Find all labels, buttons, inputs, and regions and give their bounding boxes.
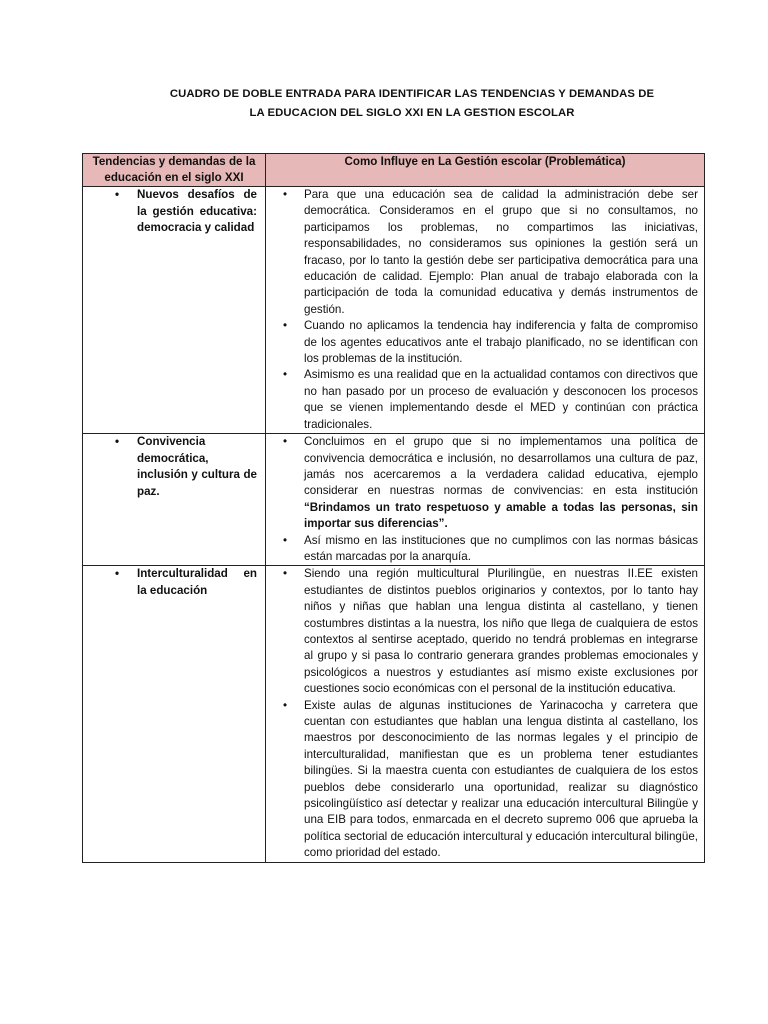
- list-item: [266, 698, 698, 862]
- bullet-icon: •: [283, 319, 288, 333]
- item-text: Concluimos en el grupo que si no implementamos una política de convivencia democrática e inclusión, no desarrollamos una cultura de paz, jamás nos acercaremos a la verdadera calidad educativa, ejemplo considerar en nuestras normas de convivencias: en esta institución: [304, 435, 698, 498]
- list-item: [266, 187, 698, 318]
- influence-cell: [266, 434, 705, 566]
- item-text: Para que una educación sea de calidad la administración debe ser democrática. Consideramos en el grupo que si no consultamos, no participamos los problemas, no compartimos las iniciativas, responsabilidades, no consideramos sus opiniones la gestión será un fracaso, por lo tanto la gestión debe ser participativa democrática para una educación de calidad. Ejemplo: Plan anual de trabajo elaborada con la participación de toda la comunidad educativa y demás instrumentos de gestión.: [304, 188, 698, 316]
- bullet-icon: •: [283, 567, 288, 581]
- list-item: [266, 318, 698, 367]
- header-influence: Como Influye en La Gestión escolar (Problemática): [266, 154, 705, 187]
- bullet-icon: •: [283, 368, 288, 382]
- bullet-icon: •: [283, 698, 288, 712]
- item-text: Cuando no aplicamos la tendencia hay indiferencia y falta de compromiso de los agentes educativos ante el trabajo planificado, no se identifican con los problemas de la institución.: [304, 319, 698, 366]
- table-row: [83, 187, 705, 434]
- list-item: [266, 533, 698, 566]
- list-item: [266, 434, 698, 532]
- document-title: [82, 85, 742, 123]
- trend-item: [83, 566, 257, 599]
- trend-cell: [83, 187, 266, 434]
- item-text: Asimismo es una realidad que en la actualidad contamos con directivos que no han pasado por un proceso de evaluación y desconocen los procesos que se vienen implementando desde el MED y continúan con práctica tradicionales.: [304, 368, 698, 431]
- bullet-icon: •: [283, 533, 288, 547]
- trend-text: Nuevos desafíos de la gestión educativa: democracia y calidad: [137, 188, 257, 235]
- influence-cell: [266, 566, 705, 862]
- double-entry-table: [82, 153, 705, 863]
- item-text: Existe aulas de algunas instituciones de Yarinacocha y carretera que cuentan con estudiantes que hablan una lengua distinta al castellano, los maestros por desconocimiento de las normas legales y el principio de interculturalidad, manifiestan que es un problema tener estudiantes bilingües. Si la maestra cuenta con estudiantes de cualquiera de los estos pueblos debe considerarlo una oportunidad, realizar su diagnóstico psicolingüístico así detectar y realizar una educación intercultural Bilingüe y una EIB para todos, enmarcada en el decreto supremo 006 que aprueba la política sectorial de educación intercultural y educación intercultural bilingüe, como prioridad del estado.: [304, 698, 698, 860]
- trend-cell: [83, 434, 266, 566]
- item-text: Siendo una región multicultural Plurilingüe, en nuestras II.EE existen estudiantes de distintos pueblos originarios y contextos, por lo tanto hay niños y niñas que hablan una lengua distinta al castellano, y tienen costumbres distintas a la nuestra, los niño que llega de cualquiera de estos contextos al sentirse aceptado, querido no tendrá problemas en integrarse al grupo y si pasa lo contrario generara grandes problemas emocionales y psicológicos a nuestros y estudiantes así mismo existe exclusiones por cuestiones socio económicas con el personal de la institución educativa.: [304, 567, 698, 696]
- title-line-2: LA EDUCACION DEL SIGLO XXI EN LA GESTION ESCOLAR: [249, 107, 575, 119]
- bullet-icon: •: [115, 188, 120, 201]
- table-row: [83, 566, 705, 862]
- bullet-icon: •: [115, 567, 120, 581]
- bullet-icon: •: [115, 435, 120, 449]
- trend-text: Convivencia democrática, inclusión y cultura de paz.: [137, 435, 257, 498]
- list-item: [266, 367, 698, 433]
- title-line-1: CUADRO DE DOBLE ENTRADA PARA IDENTIFICAR LAS TENDENCIAS Y DEMANDAS DE: [169, 88, 655, 100]
- bullet-icon: •: [283, 188, 288, 201]
- bullet-icon: •: [283, 435, 288, 449]
- list-item: [266, 566, 698, 697]
- trend-text: Interculturalidad en la educación: [137, 567, 257, 597]
- table-header-row: [83, 154, 705, 187]
- trend-item: [83, 187, 257, 237]
- trend-cell: [83, 566, 266, 862]
- influence-cell: [266, 187, 705, 434]
- item-text: Así mismo en las instituciones que no cumplimos con las normas básicas están marcadas por la anarquía.: [304, 533, 698, 563]
- table-row: [83, 434, 705, 566]
- header-trends: Tendencias y demandas de la educación en el siglo XXI: [83, 154, 266, 187]
- quoted-norm: “Brindamos un trato respetuoso y amable a todas las personas, sin importar sus diferencias”.: [304, 500, 698, 531]
- trend-item: [83, 434, 257, 500]
